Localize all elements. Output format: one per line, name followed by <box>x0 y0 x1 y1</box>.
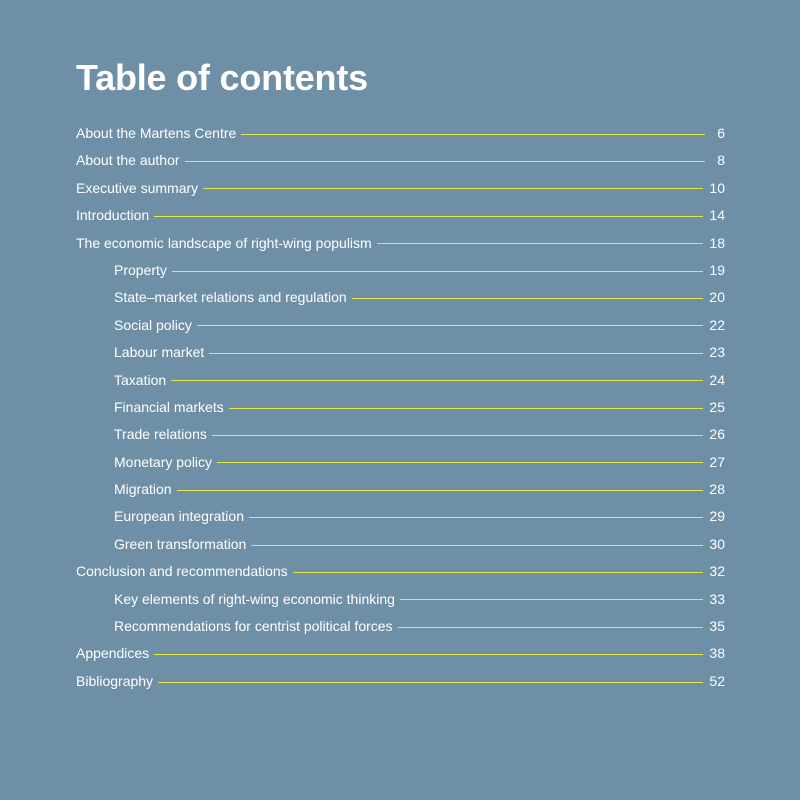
toc-page-number: 18 <box>709 234 725 251</box>
toc-leader-line <box>209 353 703 354</box>
toc-entry[interactable] <box>76 147 725 174</box>
toc-page-number: 20 <box>709 289 725 306</box>
toc-subentry[interactable] <box>76 503 725 530</box>
toc-entry-label: Introduction <box>76 207 150 224</box>
toc-entry-label: Migration <box>114 481 172 498</box>
toc-entry-label: Appendices <box>76 645 150 662</box>
toc-page-number: 26 <box>709 426 725 443</box>
toc-entry-label: Labour market <box>114 344 205 361</box>
toc-leader-line <box>158 682 703 683</box>
toc-subentry[interactable] <box>76 339 725 366</box>
toc-leader-line <box>154 216 703 217</box>
toc-page-number: 32 <box>709 563 725 580</box>
toc-entry-label: Social policy <box>114 316 192 333</box>
toc-entry[interactable] <box>76 120 725 147</box>
toc-entry-label: About the author <box>76 152 180 169</box>
toc-leader-line <box>377 243 704 244</box>
toc-page-number: 23 <box>709 344 725 361</box>
toc-leader-line <box>172 271 704 272</box>
toc-leader-line <box>154 654 703 655</box>
toc-page-number: 25 <box>709 398 725 415</box>
toc-entry[interactable] <box>76 175 725 202</box>
toc-leader-line <box>352 298 704 299</box>
toc-entry-label: European integration <box>114 508 244 525</box>
toc-entry[interactable] <box>76 640 725 667</box>
toc-subentry[interactable] <box>76 367 725 394</box>
toc-entry-label: Financial markets <box>114 398 224 415</box>
toc-leader-line <box>171 380 703 381</box>
toc-subentry[interactable] <box>76 531 725 558</box>
toc-page-number: 19 <box>709 261 725 278</box>
toc-page-number: 22 <box>709 316 725 333</box>
toc-entry-label: Trade relations <box>114 426 207 443</box>
toc-page-number: 38 <box>709 645 725 662</box>
toc-page-number: 28 <box>709 481 725 498</box>
toc-leader-line <box>185 161 705 162</box>
toc-page-number: 27 <box>709 453 725 470</box>
toc-leader-line <box>197 325 704 326</box>
toc-leader-line <box>398 627 704 628</box>
toc-subentry[interactable] <box>76 586 725 613</box>
toc-entry-label: Key elements of right-wing economic thinking <box>114 590 395 607</box>
toc-subentry[interactable] <box>76 449 725 476</box>
toc-leader-line <box>241 134 705 135</box>
toc-entry-label: Monetary policy <box>114 453 213 470</box>
toc-subentry[interactable] <box>76 284 725 311</box>
toc-entry-label: Recommendations for centrist political forces <box>114 618 393 635</box>
toc-entry-label: Property <box>114 261 167 278</box>
toc-leader-line <box>293 572 704 573</box>
toc-entry[interactable] <box>76 230 725 257</box>
toc-subentry[interactable] <box>76 312 725 339</box>
toc-entry-label: About the Martens Centre <box>76 125 237 141</box>
toc-page-number: 33 <box>709 590 725 607</box>
toc-page-number: 24 <box>709 371 725 388</box>
toc-subentry[interactable] <box>76 476 725 503</box>
page-title: Table of contents <box>76 57 368 98</box>
toc-entry[interactable] <box>76 202 725 229</box>
toc-entry-label: Taxation <box>114 371 167 388</box>
toc-subentry[interactable] <box>76 613 725 640</box>
toc-leader-line <box>400 599 704 600</box>
toc-entry[interactable] <box>76 668 725 695</box>
toc-entry[interactable] <box>76 558 725 585</box>
toc-page-number: 29 <box>709 508 725 525</box>
toc-leader-line <box>229 408 704 409</box>
toc-page-number: 35 <box>709 618 725 635</box>
toc-page-number: 52 <box>709 672 725 689</box>
toc-page-number: 8 <box>717 152 725 169</box>
toc-page-number: 6 <box>717 125 725 141</box>
toc-subentry[interactable] <box>76 421 725 448</box>
toc-entry-label: Green transformation <box>114 535 247 552</box>
toc-entry-label: State–market relations and regulation <box>114 289 347 306</box>
toc-leader-line <box>212 435 704 436</box>
toc-leader-line <box>249 517 703 518</box>
toc-leader-line <box>217 462 703 463</box>
toc-entry-label: Executive summary <box>76 179 199 196</box>
table-of-contents <box>76 120 725 695</box>
toc-subentry[interactable] <box>76 257 725 284</box>
toc-entry-label: Conclusion and recommendations <box>76 563 288 580</box>
toc-entry-label: Bibliography <box>76 672 154 689</box>
toc-leader-line <box>203 188 703 189</box>
toc-page-number: 30 <box>709 535 725 552</box>
toc-page-number: 14 <box>709 207 725 224</box>
toc-leader-line <box>177 490 704 491</box>
toc-entry-label: The economic landscape of right-wing populism <box>76 234 372 251</box>
toc-leader-line <box>251 545 703 546</box>
toc-subentry[interactable] <box>76 394 725 421</box>
toc-page-number: 10 <box>709 179 725 196</box>
